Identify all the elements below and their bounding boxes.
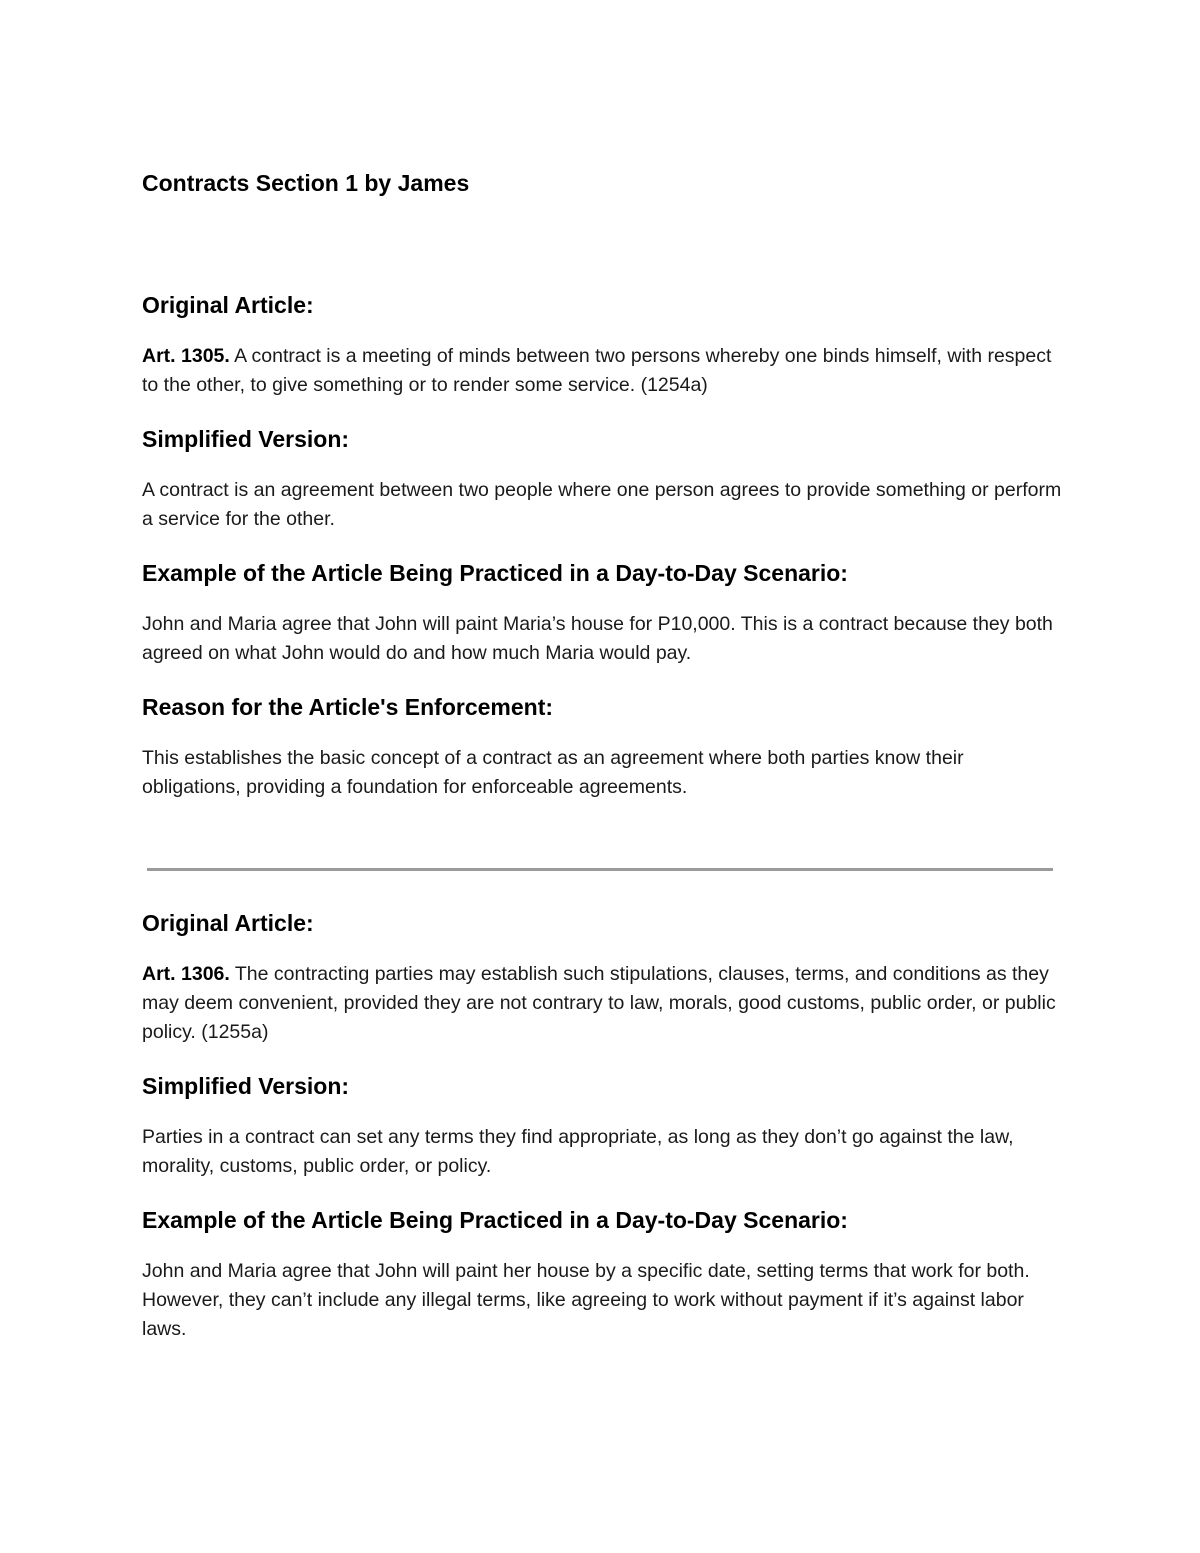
simplified-version-heading: Simplified Version:: [142, 426, 350, 452]
example-heading: Example of the Article Being Practiced in a Day-to-Day Scenario:: [142, 1207, 848, 1233]
article-section-1306: [142, 908, 1062, 1368]
reason-heading: Reason for the Article's Enforcement:: [142, 694, 554, 720]
example-heading: Example of the Article Being Practiced in a Day-to-Day Scenario:: [142, 560, 848, 586]
document-title: Contracts Section 1 by James: [142, 170, 470, 196]
original-article-heading: Original Article:: [142, 910, 314, 936]
simplified-version-text: Parties in a contract can set any terms they find appropriate, as long as they don’t go against the law, morality, customs, public order, or policy.: [142, 1126, 1014, 1177]
example-text: John and Maria agree that John will paint her house by a specific date, setting terms that work for both. However, they can’t include any illegal terms, like agreeing to work without payment if it’s against labor laws.: [142, 1260, 1030, 1340]
simplified-version-text: A contract is an agreement between two people where one person agrees to provide something or perform a service for the other.: [142, 479, 1062, 530]
original-article-text: [142, 342, 1062, 400]
article-section-1305: [142, 290, 1062, 826]
article-number: Art. 1305.: [142, 345, 230, 367]
article-number: Art. 1306.: [142, 963, 230, 985]
original-article-text: [142, 960, 1062, 1047]
section-divider: [147, 868, 1053, 871]
original-article-heading: Original Article:: [142, 292, 314, 318]
article-body: The contracting parties may establish such stipulations, clauses, terms, and conditions as they may deem convenient, provided they are not contrary to law, morals, good customs, public order, or public policy. (1255a): [142, 963, 1056, 1043]
example-text: John and Maria agree that John will paint Maria’s house for P10,000. This is a contract because they both agreed on what John would do and how much Maria would pay.: [142, 613, 1053, 664]
article-body: A contract is a meeting of minds between two persons whereby one binds himself, with respect to the other, to give something or to render some service. (1254a): [142, 345, 1052, 396]
reason-text: This establishes the basic concept of a contract as an agreement where both parties know their obligations, providing a foundation for enforceable agreements.: [142, 747, 964, 798]
simplified-version-heading: Simplified Version:: [142, 1073, 350, 1099]
